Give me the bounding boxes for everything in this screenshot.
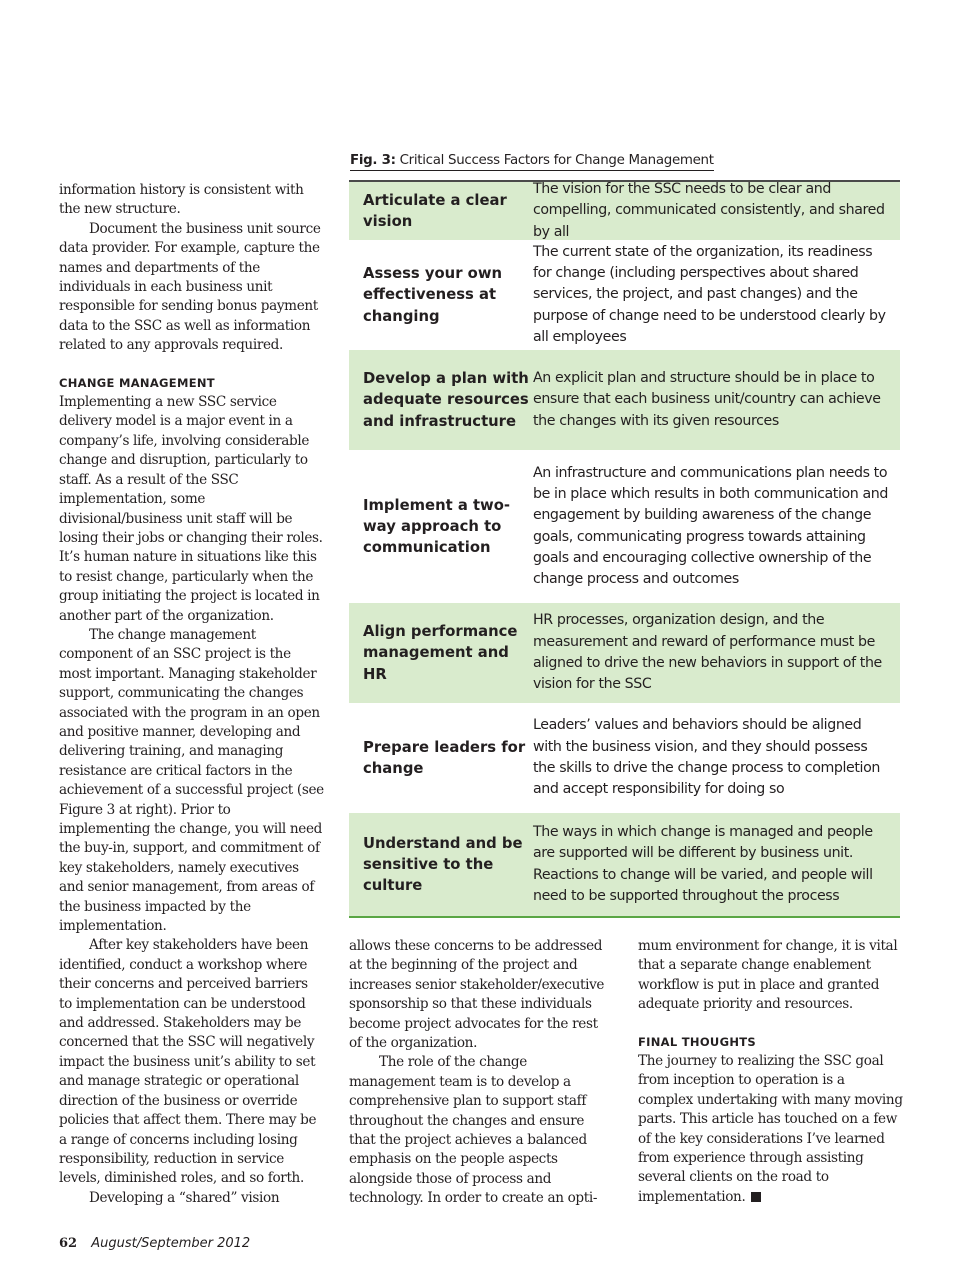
paragraph-final — [638, 1052, 903, 1207]
paragraph: allows these concerns to be addressed at the beginning of the project and increases senior stakeholder/executive sponsorship so that these individuals become project advocates for the rest of the organization. — [349, 938, 605, 1052]
article-right-column — [638, 937, 903, 1207]
success-factors-table — [349, 180, 900, 918]
factor-description: The vision for the SSC needs to be clear and compelling, communicated consistently, and shared by all — [533, 181, 885, 240]
table-row — [349, 813, 900, 916]
paragraph-text: The journey to realizing the SSC goal from inception to operation is a complex undertaking with many moving parts. This article has touched on a few of the key considerations I’ve learned from experience through assisting several clients on the road to implementation. — [638, 1053, 903, 1205]
section-heading-change-management: CHANGE MANAGEMENT — [59, 375, 215, 390]
factor-label: Articulate a clear vision — [363, 191, 507, 230]
factor-label: Understand and be sensitive to the culture — [363, 834, 523, 895]
table-row — [349, 182, 900, 245]
paragraph: The role of the change management team is to develop a comprehensive plan to support staff throughout the changes and ensure that the project achieves a balanced emphasis on the people aspects alongside those of process and technology. In order to create an opti- — [349, 1054, 598, 1207]
table-row — [349, 245, 900, 350]
factor-description: Leaders’ values and behaviors should be aligned with the business vision, and they should possess the skills to drive the change process to completion and accept responsibility for doing so — [533, 717, 880, 798]
table-row — [349, 603, 900, 708]
factor-label: Implement a two-way approach to communication — [363, 496, 511, 557]
table-row — [349, 455, 900, 603]
table-row — [349, 350, 900, 455]
paragraph: Implementing a new SSC service delivery model is a major event in a company’s life, involving considerable change and disruption, particularly to staff. As a result of the SSC implementation, some divisional/business unit staff will be losing their jobs or changing their roles. It’s human nature in situations like this to resist change, particularly when the group initiating the project is located in another part of the organization. — [59, 394, 323, 624]
paragraph: mum environment for change, it is vital that a separate change enablement workflow is put in place and granted adequate priority and resources. — [638, 938, 898, 1013]
factor-description: HR processes, organization design, and the measurement and reward of performance must be aligned to drive the new behaviors in support of the vision for the SSC — [533, 612, 882, 693]
paragraph: After key stakeholders have been identified, conduct a workshop where their concerns and perceived barriers to implementation can be understood and addressed. Stakeholders may be concerned that the SSC will negatively impact the business unit’s ability to set and manage strategic or operational direction of the business or override policies that affect them. There may be a range of concerns including losing responsibility, reduction in service levels, diminished roles, and so forth. — [59, 937, 317, 1187]
factor-label: Prepare leaders for change — [363, 738, 526, 777]
factor-description: An infrastructure and communications plan needs to be in place which results in both communication and engagement by building awareness of the change goals, communicating progress towards attaining goals and encouraging collective ownership of the change process and outcomes — [533, 464, 888, 588]
factor-label: Develop a plan with adequate resources and infrastructure — [363, 370, 529, 430]
factor-description: The current state of the organization, its readiness for change (including perspectives about shared services, the project, and past changes) and the purpose of change need to be understood clearly by all employees — [533, 243, 886, 345]
issue-date: August/September 2012 — [91, 1236, 251, 1251]
paragraph: The change management component of an SSC project is the most important. Managing stakeholder support, communicating the changes associated with the program in an open and positive manner, developing and delivering training, and managing resistance are critical factors in the achievement of a successful project (see Figure 3 at right). Prior to implementing the change, you will need the buy-in, support, and commitment of key stakeholders, namely executives and senior management, from areas of the business impacted by the implementation. — [59, 626, 324, 935]
figure-title: Critical Success Factors for Change Management — [399, 153, 714, 168]
article-middle-column — [349, 937, 614, 1209]
table-row — [349, 708, 900, 813]
page-number: 62 — [59, 1236, 78, 1251]
page-footer — [59, 1235, 250, 1253]
article-left-column — [59, 181, 324, 1208]
factor-description: The ways in which change is managed and people are supported will be different by business unit. Reactions to change will be varied, and people will need to be supported throughout the process — [533, 823, 873, 904]
paragraph: Developing a “shared” vision — [89, 1189, 280, 1206]
figure-caption — [350, 152, 714, 171]
figure-label: Fig. 3: — [350, 153, 396, 168]
paragraph: information history is consistent with the new structure. — [59, 182, 304, 218]
factor-description: An explicit plan and structure should be in place to ensure that each business unit/country can achieve the changes with its given resources — [533, 370, 881, 429]
paragraph: Document the business unit source data provider. For example, capture the names and departments of the individuals in each business unit responsible for sending bonus payment data to the SSC as well as information related to any approvals required. — [59, 220, 321, 354]
end-mark-icon — [751, 1192, 761, 1202]
factor-label: Align performance management and HR — [363, 623, 518, 683]
section-heading-final-thoughts: FINAL THOUGHTS — [638, 1034, 756, 1049]
factor-label: Assess your own effectiveness at changing — [363, 265, 503, 325]
